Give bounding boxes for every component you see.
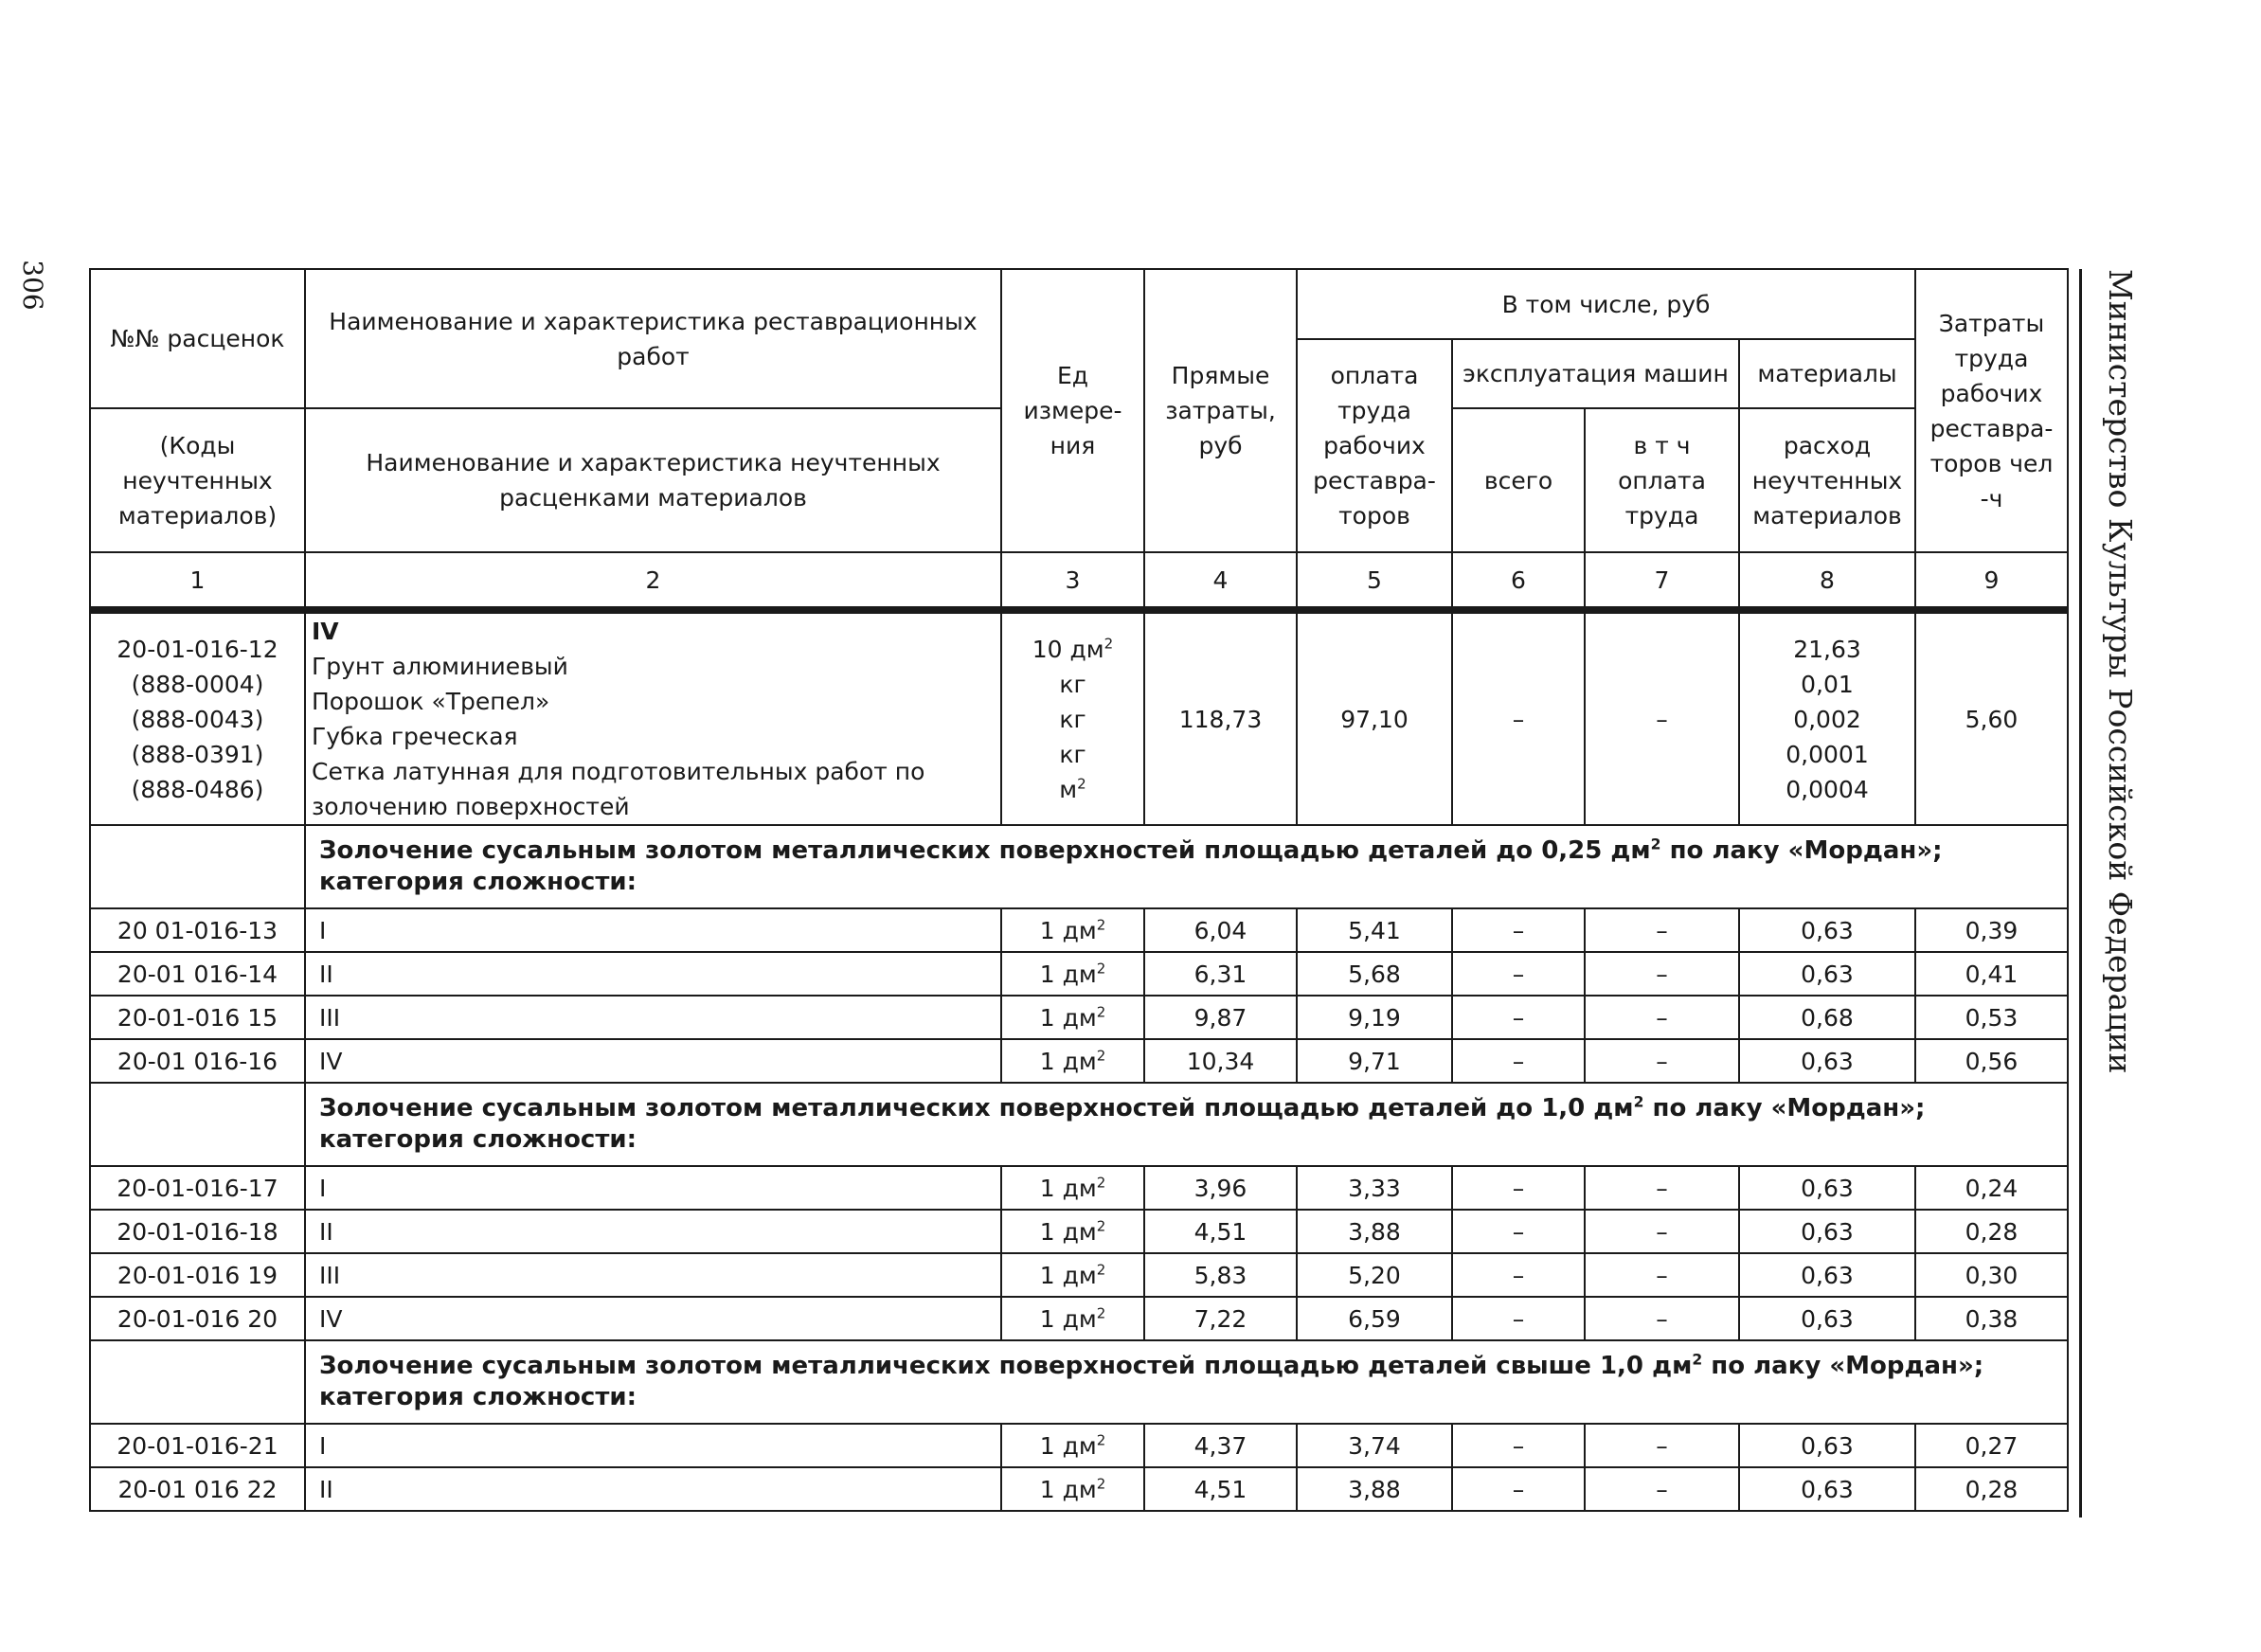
direct-cost: 10,34 <box>1144 1039 1297 1083</box>
labor-pay: 5,41 <box>1297 908 1452 952</box>
unit-value: 10 $дм^2$ <box>1032 635 1114 663</box>
unit: 1 $дм^2$ <box>1001 1166 1144 1210</box>
unit: 1 $дм^2$ <box>1001 1210 1144 1253</box>
materials: 0,63 <box>1739 908 1915 952</box>
header-direct: Прямые затраты, руб <box>1144 269 1297 552</box>
machines-total: – <box>1452 908 1585 952</box>
category: I <box>305 1424 1001 1467</box>
main-entry-row <box>90 613 2068 825</box>
materials: 0,63 <box>1739 1297 1915 1340</box>
header-labor-cost: Затраты труда рабочих реставра-торов чел -ч <box>1915 269 2068 552</box>
rate-code: 20-01-016-18 <box>90 1210 305 1253</box>
rate-code: 20-01-016 19 <box>90 1253 305 1297</box>
main-labor-cost: 5,60 <box>1915 613 2068 825</box>
main-machines-pay: – <box>1585 613 1739 825</box>
table-row <box>90 1467 2068 1511</box>
main-labor-pay: 97,10 <box>1297 613 1452 825</box>
machines-total: – <box>1452 1297 1585 1340</box>
machines-pay: – <box>1585 1039 1739 1083</box>
table-row <box>90 1210 2068 1253</box>
header-machines: эксплуатация машин <box>1452 339 1739 408</box>
material-code: (888-0391) <box>131 740 264 768</box>
material-code: (888-0043) <box>131 705 264 733</box>
labor-cost: 0,39 <box>1915 908 2068 952</box>
machines-pay: – <box>1585 1166 1739 1210</box>
materials-value: 0,0004 <box>1785 775 1869 803</box>
table-row <box>90 1166 2068 1210</box>
category: III <box>305 996 1001 1039</box>
labor-pay: 9,19 <box>1297 996 1452 1039</box>
machines-pay: – <box>1585 1467 1739 1511</box>
labor-pay: 6,59 <box>1297 1297 1452 1340</box>
header-materials: материалы <box>1739 339 1915 408</box>
category: II <box>305 1210 1001 1253</box>
machines-pay: – <box>1585 1210 1739 1253</box>
header-name-sub: Наименование и характеристика неучтенных расценками материалов <box>305 408 1001 552</box>
unit-value: кг <box>1059 705 1086 733</box>
main-description <box>305 613 1001 825</box>
category: IV <box>305 1039 1001 1083</box>
main-machines-total: – <box>1452 613 1585 825</box>
header-codes: №№ расценок <box>90 269 305 408</box>
unit: 1 $дм^2$ <box>1001 1467 1144 1511</box>
column-number: 9 <box>1915 552 2068 607</box>
machines-total: – <box>1452 996 1585 1039</box>
rate-code: 20-01 016-16 <box>90 1039 305 1083</box>
labor-cost: 0,27 <box>1915 1424 2068 1467</box>
materials: 0,63 <box>1739 1166 1915 1210</box>
rate-code: 20-01 016-14 <box>90 952 305 996</box>
category: II <box>305 1467 1001 1511</box>
unit: 1 $дм^2$ <box>1001 1297 1144 1340</box>
machines-total: – <box>1452 1467 1585 1511</box>
labor-pay: 9,71 <box>1297 1039 1452 1083</box>
category: I <box>305 908 1001 952</box>
direct-cost: 4,51 <box>1144 1467 1297 1511</box>
materials: 0,63 <box>1739 1253 1915 1297</box>
category: I <box>305 1166 1001 1210</box>
labor-cost: 0,28 <box>1915 1210 2068 1253</box>
materials-value: 21,63 <box>1793 635 1861 663</box>
rates-table <box>89 268 2069 1512</box>
materials: 0,63 <box>1739 952 1915 996</box>
main-codes <box>90 613 305 825</box>
machines-pay: – <box>1585 908 1739 952</box>
material-name: Сетка латунная для подготовительных работ по золочению поверхностей <box>312 758 925 820</box>
column-number: 2 <box>305 552 1001 607</box>
direct-cost: 7,22 <box>1144 1297 1297 1340</box>
labor-pay: 3,33 <box>1297 1166 1452 1210</box>
unit: 1 $дм^2$ <box>1001 1039 1144 1083</box>
main-materials <box>1739 613 1915 825</box>
rate-code: 20 01-016-13 <box>90 908 305 952</box>
group-header-row <box>90 825 2068 908</box>
machines-total: – <box>1452 1210 1585 1253</box>
unit: 1 $дм^2$ <box>1001 1253 1144 1297</box>
rate-code: 20-01-016-21 <box>90 1424 305 1467</box>
table-row <box>90 1424 2068 1467</box>
machines-pay: – <box>1585 952 1739 996</box>
direct-cost: 9,87 <box>1144 996 1297 1039</box>
direct-cost: 6,04 <box>1144 908 1297 952</box>
machines-total: – <box>1452 1253 1585 1297</box>
column-numbers-row <box>90 552 2068 607</box>
machines-total: – <box>1452 1424 1585 1467</box>
column-number: 1 <box>90 552 305 607</box>
table-row <box>90 1253 2068 1297</box>
header-name: Наименование и характеристика реставрационных работ <box>305 269 1001 408</box>
labor-cost: 0,30 <box>1915 1253 2068 1297</box>
rate-code: 20-01 016 22 <box>90 1467 305 1511</box>
group-title: Золочение сусальным золотом металлических поверхностей площадью деталей до 1,0 $дм^2$ по лаку «Мордан»; категория сложности: <box>305 1083 2068 1166</box>
labor-pay: 3,88 <box>1297 1467 1452 1511</box>
rate-code: 20-01-016-17 <box>90 1166 305 1210</box>
material-code: (888-0486) <box>131 775 264 803</box>
machines-total: – <box>1452 1166 1585 1210</box>
main-code: 20-01-016-12 <box>117 635 278 663</box>
rate-code: 20-01-016 20 <box>90 1297 305 1340</box>
materials: 0,63 <box>1739 1039 1915 1083</box>
group-header-row <box>90 1340 2068 1424</box>
rate-code: 20-01-016 15 <box>90 996 305 1039</box>
category: IV <box>305 1297 1001 1340</box>
page-number: 306 <box>17 260 48 311</box>
labor-cost: 0,24 <box>1915 1166 2068 1210</box>
main-units <box>1001 613 1144 825</box>
labor-cost: 0,28 <box>1915 1467 2068 1511</box>
column-number: 3 <box>1001 552 1144 607</box>
materials-value: 0,002 <box>1793 705 1861 733</box>
direct-cost: 4,37 <box>1144 1424 1297 1467</box>
material-name: Грунт алюминиевый <box>312 653 568 680</box>
material-code: (888-0004) <box>131 670 264 698</box>
machines-pay: – <box>1585 1297 1739 1340</box>
unit: 1 $дм^2$ <box>1001 908 1144 952</box>
column-number: 4 <box>1144 552 1297 607</box>
table-row <box>90 1039 2068 1083</box>
labor-cost: 0,41 <box>1915 952 2068 996</box>
labor-pay: 3,88 <box>1297 1210 1452 1253</box>
materials: 0,68 <box>1739 996 1915 1039</box>
header-codes-sub: (Коды неучтенных материалов) <box>90 408 305 552</box>
group-empty-cell <box>90 1340 305 1424</box>
table-row <box>90 996 2068 1039</box>
header-including: В том числе, руб <box>1297 269 1915 339</box>
header-materials-sub: расход неучтенных материалов <box>1739 408 1915 552</box>
direct-cost: 4,51 <box>1144 1210 1297 1253</box>
table-row <box>90 908 2068 952</box>
labor-cost: 0,38 <box>1915 1297 2068 1340</box>
direct-cost: 3,96 <box>1144 1166 1297 1210</box>
machines-total: – <box>1452 1039 1585 1083</box>
column-number: 7 <box>1585 552 1739 607</box>
column-number: 8 <box>1739 552 1915 607</box>
labor-pay: 3,74 <box>1297 1424 1452 1467</box>
table-row <box>90 1297 2068 1340</box>
materials: 0,63 <box>1739 1210 1915 1253</box>
machines-pay: – <box>1585 1424 1739 1467</box>
header-machines-pay: в т ч оплата труда <box>1585 408 1739 552</box>
header-machines-total: всего <box>1452 408 1585 552</box>
materials: 0,63 <box>1739 1467 1915 1511</box>
direct-cost: 6,31 <box>1144 952 1297 996</box>
materials-value: 0,01 <box>1801 670 1854 698</box>
material-name: Губка греческая <box>312 723 518 750</box>
labor-cost: 0,53 <box>1915 996 2068 1039</box>
unit: 1 $дм^2$ <box>1001 1424 1144 1467</box>
group-empty-cell <box>90 825 305 908</box>
main-category: IV <box>312 618 339 645</box>
unit-value: кг <box>1059 740 1086 768</box>
header-unit: Ед измере-ния <box>1001 269 1144 552</box>
group-title: Золочение сусальным золотом металлических поверхностей площадью деталей до 0,25 $дм^2$ по лаку «Мордан»; категория сложности: <box>305 825 2068 908</box>
side-rule <box>2079 269 2082 1517</box>
table-row <box>90 952 2068 996</box>
direct-cost: 5,83 <box>1144 1253 1297 1297</box>
unit-value: кг <box>1059 670 1086 698</box>
machines-total: – <box>1452 952 1585 996</box>
header-row-1 <box>90 269 2068 339</box>
column-number: 6 <box>1452 552 1585 607</box>
group-header-row <box>90 1083 2068 1166</box>
labor-cost: 0,56 <box>1915 1039 2068 1083</box>
machines-pay: – <box>1585 1253 1739 1297</box>
materials: 0,63 <box>1739 1424 1915 1467</box>
category: II <box>305 952 1001 996</box>
unit-value: $м^2$ <box>1059 775 1086 803</box>
category: III <box>305 1253 1001 1297</box>
group-title: Золочение сусальным золотом металлических поверхностей площадью деталей свыше 1,0 $дм^2$ по лаку «Мордан»; категория сложности: <box>305 1340 2068 1424</box>
side-title: Министерство Культуры Российской Федерации <box>2102 269 2139 1074</box>
materials-value: 0,0001 <box>1785 740 1869 768</box>
labor-pay: 5,20 <box>1297 1253 1452 1297</box>
group-empty-cell <box>90 1083 305 1166</box>
header-labor-pay: оплата труда рабочих реставра-торов <box>1297 339 1452 552</box>
column-number: 5 <box>1297 552 1452 607</box>
material-name: Порошок «Трепел» <box>312 688 550 715</box>
unit: 1 $дм^2$ <box>1001 952 1144 996</box>
unit: 1 $дм^2$ <box>1001 996 1144 1039</box>
machines-pay: – <box>1585 996 1739 1039</box>
main-direct: 118,73 <box>1144 613 1297 825</box>
labor-pay: 5,68 <box>1297 952 1452 996</box>
